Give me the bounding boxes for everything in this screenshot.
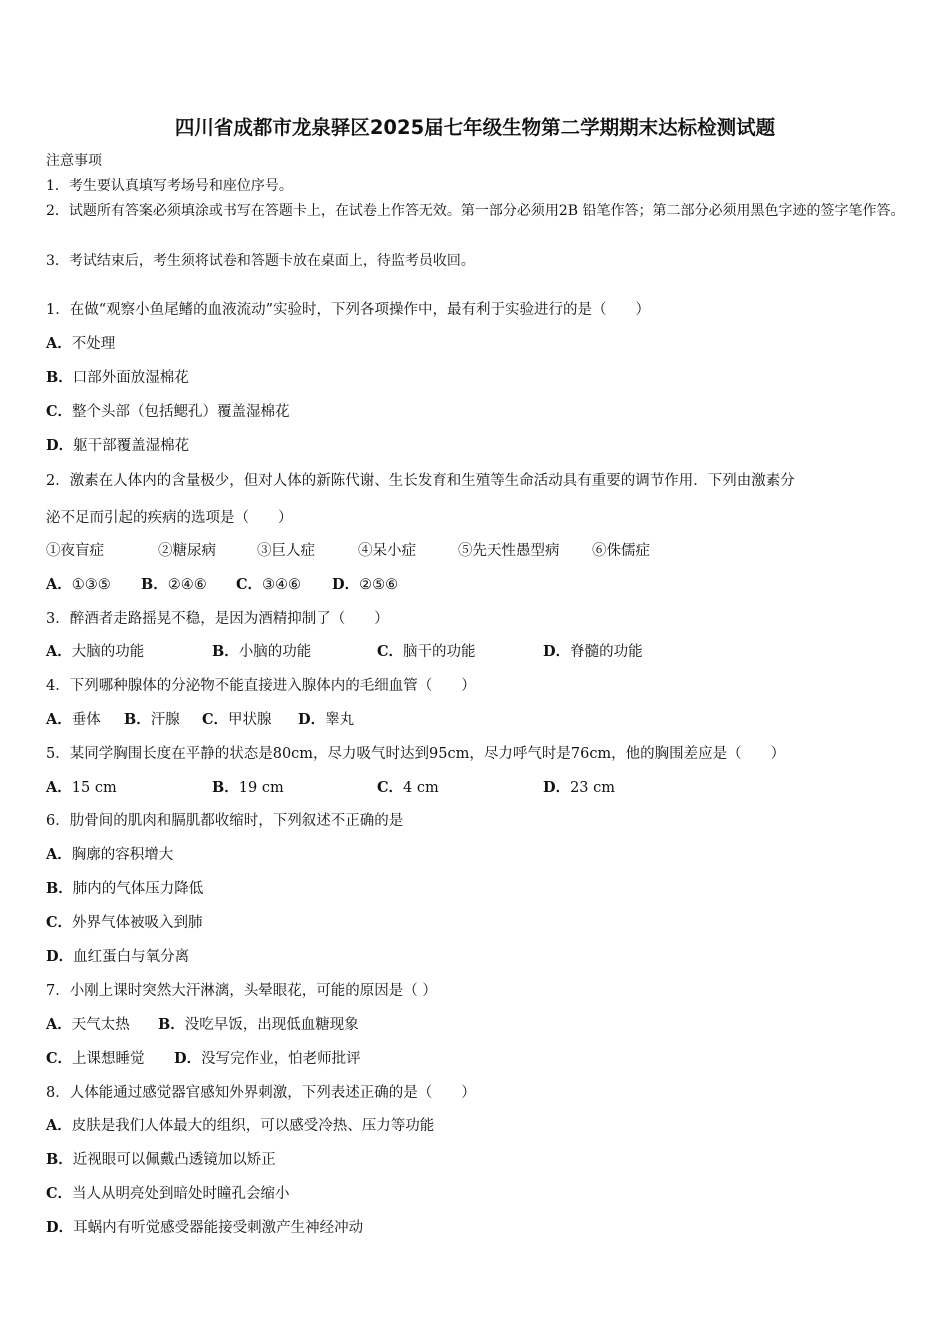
option-letter: B． bbox=[46, 880, 73, 897]
option-text: 大脑的功能 bbox=[71, 644, 145, 660]
option-text: 整个头部（包括鳃孔）覆盖湿棉花 bbox=[72, 404, 290, 420]
option-text: 小脑的功能 bbox=[238, 644, 312, 660]
option-letter: D． bbox=[298, 711, 326, 728]
question-1-option-c bbox=[46, 402, 290, 422]
option-text: 19 cm bbox=[238, 780, 284, 796]
option-letter: B． bbox=[212, 643, 239, 660]
question-8-option-a bbox=[46, 1116, 434, 1136]
option-letter: A． bbox=[46, 1117, 72, 1134]
question-7-option-a bbox=[46, 1015, 130, 1035]
question-7-options-row-1 bbox=[46, 1015, 546, 1035]
option-text: 23 cm bbox=[570, 780, 616, 796]
question-8-option-b bbox=[46, 1150, 276, 1170]
option-text: 皮肤是我们人体最大的组织，可以感受冷热、压力等功能 bbox=[71, 1118, 435, 1134]
option-letter: B． bbox=[124, 711, 151, 728]
notice-item-1: 1．考生要认真填写考场号和座位序号。 bbox=[46, 178, 293, 194]
question-5-option-a bbox=[46, 778, 117, 798]
option-letter: D． bbox=[174, 1050, 202, 1067]
question-7-option-c bbox=[46, 1049, 145, 1069]
option-text: 脊髓的功能 bbox=[570, 644, 643, 660]
option-letter: A． bbox=[46, 335, 72, 352]
option-letter: A． bbox=[46, 846, 72, 863]
question-3-option-a bbox=[46, 642, 144, 662]
option-letter: A． bbox=[46, 711, 72, 728]
disease-item: ②糖尿病 bbox=[158, 543, 216, 559]
option-letter: D． bbox=[46, 1219, 74, 1236]
option-letter: C． bbox=[202, 711, 229, 728]
option-letter: B． bbox=[158, 1016, 185, 1033]
question-2-stem-line-2: 泌不足而引起的疾病的选项是（ ） bbox=[46, 510, 293, 526]
question-3-stem: 3．醉酒者走路摇晃不稳，是因为酒精抑制了（ ） bbox=[46, 611, 389, 627]
question-2-options bbox=[46, 575, 546, 595]
option-text: 垂体 bbox=[71, 712, 101, 728]
question-6-option-b bbox=[46, 879, 203, 899]
option-letter: B． bbox=[141, 576, 168, 593]
question-5-stem: 5．某同学胸围长度在平静的状态是80cm，尽力吸气时达到95cm，尽力呼气时是76cm，他的胸围差应是（ ） bbox=[46, 746, 786, 762]
option-text: 肺内的气体压力降低 bbox=[72, 881, 204, 897]
option-text: 外界气体被吸入到肺 bbox=[72, 915, 203, 931]
option-text: 不处理 bbox=[71, 336, 116, 352]
option-letter: D． bbox=[332, 576, 360, 593]
option-text: 没吃早饭，出现低血糖现象 bbox=[184, 1017, 359, 1033]
question-1-stem: 1．在做“观察小鱼尾鳍的血液流动”实验时，下列各项操作中，最有利于实验进行的是（ ） bbox=[46, 302, 651, 318]
question-7-stem: 7．小刚上课时突然大汗淋漓，头晕眼花，可能的原因是（ ） bbox=[46, 983, 437, 999]
option-letter: D． bbox=[46, 948, 74, 965]
option-text: ③④⑥ bbox=[262, 577, 302, 593]
option-letter: C． bbox=[46, 1185, 73, 1202]
notice-heading: 注意事项 bbox=[46, 153, 102, 169]
notice-item-3: 3．考试结束后，考生须将试卷和答题卡放在桌面上，待监考员收回。 bbox=[46, 253, 475, 269]
disease-item: ③巨人症 bbox=[257, 543, 315, 559]
disease-item: ①夜盲症 bbox=[46, 543, 104, 559]
option-letter: B． bbox=[46, 1151, 73, 1168]
option-letter: C． bbox=[377, 779, 404, 796]
option-letter: D． bbox=[543, 779, 571, 796]
option-text: 血红蛋白与氧分离 bbox=[73, 949, 190, 965]
option-text: 天气太热 bbox=[71, 1017, 130, 1033]
question-1-option-b bbox=[46, 368, 189, 388]
question-2-option-d bbox=[332, 575, 398, 595]
option-letter: A． bbox=[46, 1016, 72, 1033]
question-4-option-c bbox=[202, 710, 272, 730]
question-5-options bbox=[46, 778, 746, 798]
option-letter: A． bbox=[46, 779, 72, 796]
option-text: 15 cm bbox=[71, 780, 117, 796]
option-letter: C． bbox=[236, 576, 263, 593]
question-8-option-d bbox=[46, 1218, 363, 1238]
option-letter: D． bbox=[543, 643, 571, 660]
option-letter: A． bbox=[46, 643, 72, 660]
question-2-disease-list bbox=[46, 541, 766, 561]
notice-item-2: 2．试题所有答案必须填涂或书写在答题卡上，在试卷上作答无效。第一部分必须用2B 铅笔作答；第二部分必须用黑色字迹的签字笔作答。 bbox=[46, 203, 905, 219]
question-3-option-c bbox=[377, 642, 476, 662]
page-title: 四川省成都市龙泉驿区2025届七年级生物第二学期期末达标检测试题 bbox=[174, 116, 776, 139]
question-7-option-b bbox=[158, 1015, 359, 1035]
disease-item: ⑤先天性愚型病 bbox=[458, 543, 560, 559]
question-2-option-a bbox=[46, 575, 111, 595]
option-letter: A． bbox=[46, 576, 72, 593]
option-text: 近视眼可以佩戴凸透镜加以矫正 bbox=[72, 1152, 276, 1168]
question-6-stem: 6．肋骨间的肌肉和膈肌都收缩时，下列叙述不正确的是 bbox=[46, 813, 404, 829]
question-6-option-c bbox=[46, 913, 203, 933]
option-text: 4 cm bbox=[403, 780, 439, 796]
option-text: 胸廓的容积增大 bbox=[71, 847, 174, 863]
question-2-option-b bbox=[141, 575, 207, 595]
question-1-option-a bbox=[46, 334, 115, 354]
question-2-stem-line-1: 2．激素在人体内的含量极少，但对人体的新陈代谢、生长发育和生殖等生命活动具有重要的调节作用．下列由激素分 bbox=[46, 473, 795, 489]
question-3-option-b bbox=[212, 642, 311, 662]
question-4-option-a bbox=[46, 710, 101, 730]
question-7-options-row-2 bbox=[46, 1049, 546, 1069]
option-text: 上课想睡觉 bbox=[72, 1051, 145, 1067]
disease-item: ⑥侏儒症 bbox=[592, 543, 650, 559]
question-4-option-d bbox=[298, 710, 354, 730]
question-5-option-c bbox=[377, 778, 439, 798]
option-letter: D． bbox=[46, 437, 74, 454]
option-text: ①③⑤ bbox=[71, 577, 111, 593]
question-4-options bbox=[46, 710, 446, 730]
option-letter: C． bbox=[46, 403, 73, 420]
question-6-option-a bbox=[46, 845, 173, 865]
option-letter: C． bbox=[46, 914, 73, 931]
question-2-option-c bbox=[236, 575, 301, 595]
option-letter: C． bbox=[377, 643, 404, 660]
question-8-stem: 8．人体能通过感觉器官感知外界刺激，下列表述正确的是（ ） bbox=[46, 1085, 476, 1101]
option-text: ②⑤⑥ bbox=[359, 577, 399, 593]
question-6-option-d bbox=[46, 947, 189, 967]
option-text: 耳蜗内有听觉感受器能接受刺激产生神经冲动 bbox=[73, 1220, 364, 1236]
disease-item: ④呆小症 bbox=[358, 543, 416, 559]
option-text: 没写完作业，怕老师批评 bbox=[201, 1051, 361, 1067]
option-letter: C． bbox=[46, 1050, 73, 1067]
question-8-option-c bbox=[46, 1184, 290, 1204]
question-5-option-d bbox=[543, 778, 615, 798]
option-text: 睾丸 bbox=[325, 712, 355, 728]
option-text: 汗腺 bbox=[150, 712, 180, 728]
option-letter: B． bbox=[212, 779, 239, 796]
option-text: 脑干的功能 bbox=[403, 644, 476, 660]
option-text: 甲状腺 bbox=[228, 712, 272, 728]
option-text: 当人从明亮处到暗处时瞳孔会缩小 bbox=[72, 1186, 290, 1202]
question-4-stem: 4．下列哪种腺体的分泌物不能直接进入腺体内的毛细血管（ ） bbox=[46, 678, 476, 694]
question-3-options bbox=[46, 642, 746, 662]
option-text: 口部外面放湿棉花 bbox=[72, 370, 189, 386]
question-7-option-d bbox=[174, 1049, 361, 1069]
option-text: ②④⑥ bbox=[167, 577, 207, 593]
option-letter: B． bbox=[46, 369, 73, 386]
option-text: 躯干部覆盖湿棉花 bbox=[73, 438, 190, 454]
question-5-option-b bbox=[212, 778, 284, 798]
question-1-option-d bbox=[46, 436, 189, 456]
question-3-option-d bbox=[543, 642, 643, 662]
question-4-option-b bbox=[124, 710, 180, 730]
